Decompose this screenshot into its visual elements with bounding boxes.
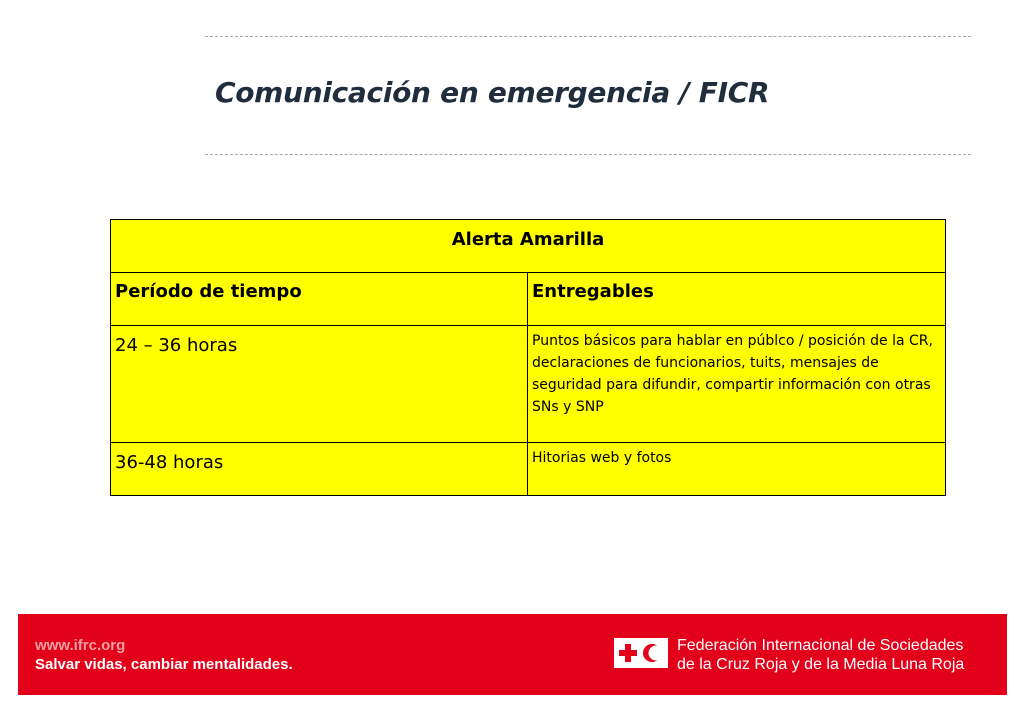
- footer-org-line-2: de la Cruz Roja y de la Media Luna Roja: [677, 656, 965, 673]
- column-header-deliverables: [528, 273, 946, 326]
- table-header-cell: [111, 220, 946, 273]
- deliverables-text: Puntos básicos para hablar en públco / posición de la CR, declaraciones de funcionarios, tuits, mensajes de seguridad para difundir, compartir información con otras SNs y SNP: [532, 333, 933, 415]
- column-header-period-label: Período de tiempo: [115, 281, 302, 302]
- period-text: 24 – 36 horas: [115, 335, 238, 356]
- page-title: Comunicación en emergencia / FICR: [215, 76, 770, 109]
- deliverables-text: Hitorias web y fotos: [532, 450, 672, 466]
- footer-slogan: Salvar vidas, cambiar mentalidades.: [35, 656, 293, 673]
- footer-org-line-1: Federación Internacional de Sociedades: [677, 637, 964, 654]
- footer-organization-name: [677, 636, 964, 674]
- column-header-period: [111, 273, 528, 326]
- footer-url-link[interactable]: www.ifrc.org: [35, 637, 126, 654]
- column-header-deliverables-label: Entregables: [532, 281, 654, 302]
- period-cell: [111, 443, 528, 496]
- table-row: [111, 326, 946, 443]
- alert-table: [110, 219, 946, 496]
- footer-banner: [18, 614, 1007, 695]
- deliverables-cell: [528, 326, 946, 443]
- period-text: 36-48 horas: [115, 452, 224, 473]
- deliverables-cell: [528, 443, 946, 496]
- top-dashed-divider: [205, 36, 971, 37]
- table-row: [111, 443, 946, 496]
- red-cross-red-crescent-icon: [614, 638, 668, 668]
- bottom-dashed-divider: [205, 154, 971, 155]
- period-cell: [111, 326, 528, 443]
- table-header: Alerta Amarilla: [451, 229, 605, 250]
